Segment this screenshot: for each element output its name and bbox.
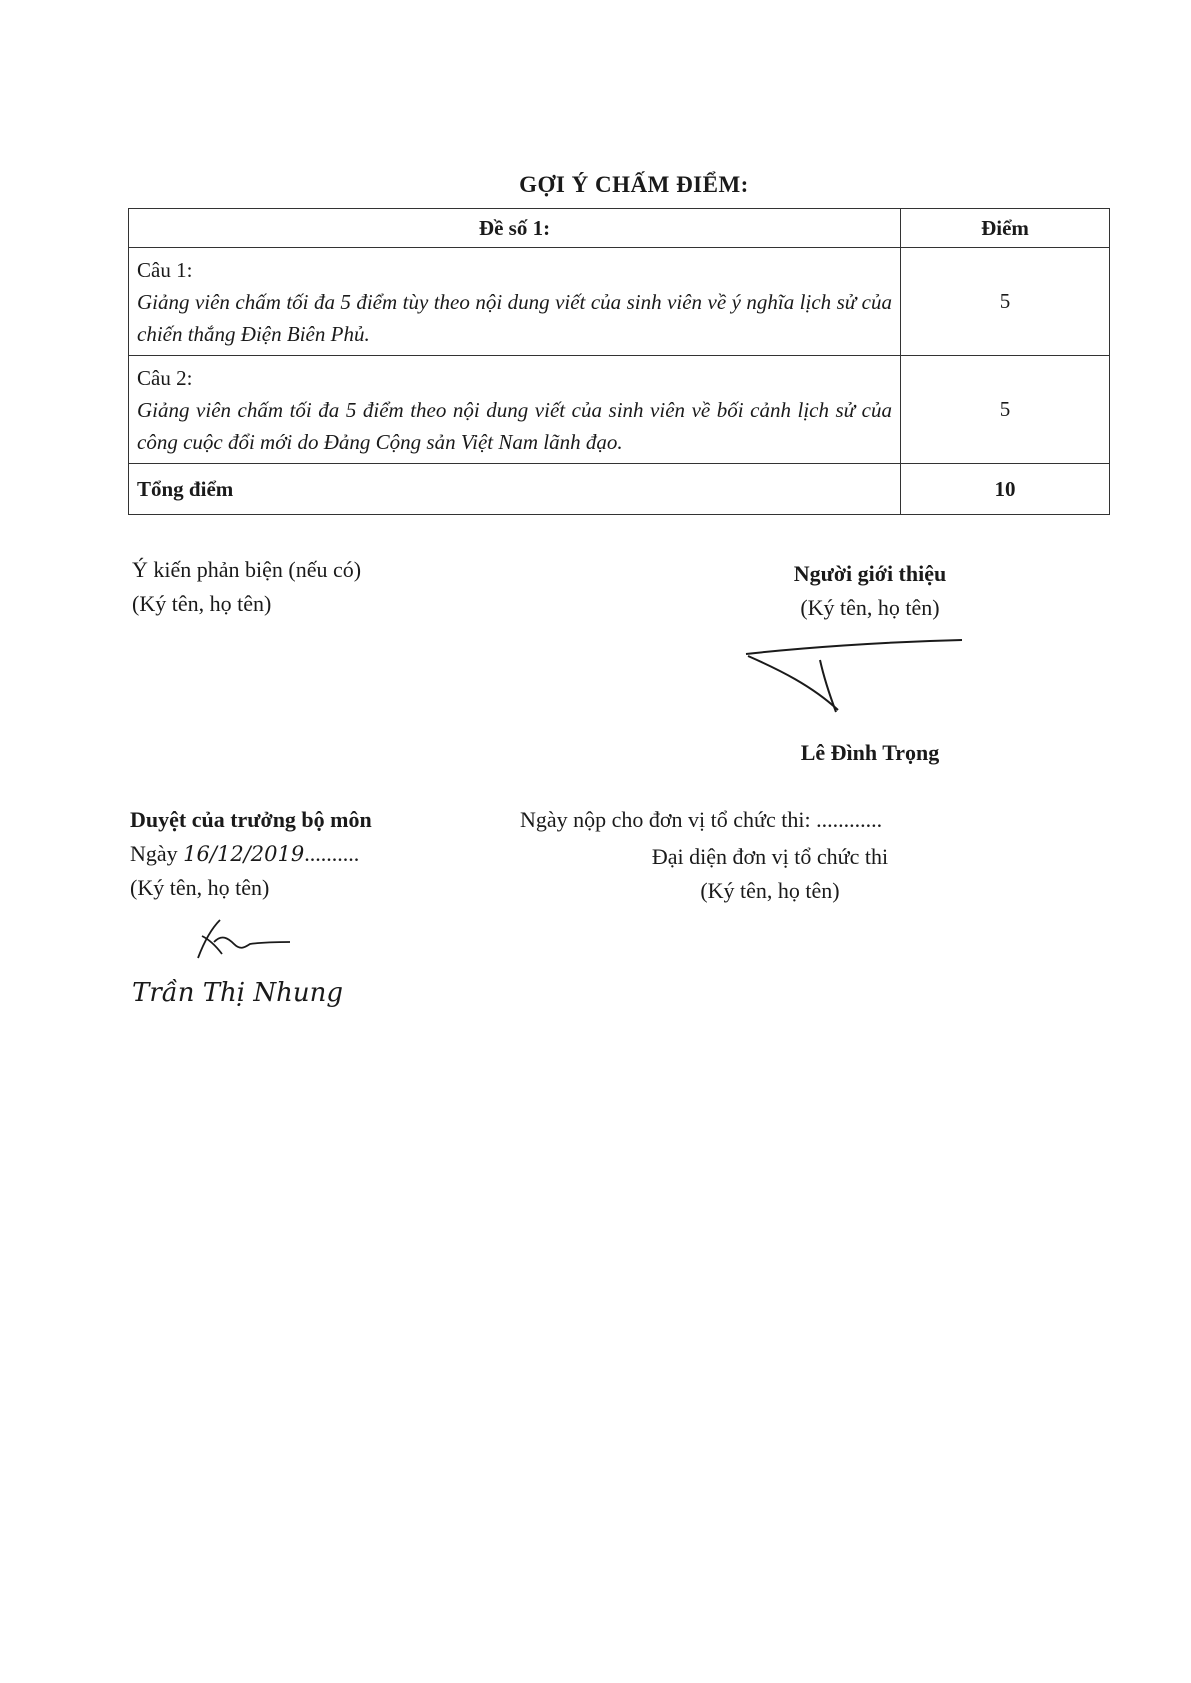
introducer-sign-note: (Ký tên, họ tên) (800, 595, 940, 620)
score-cell: 5 (901, 248, 1110, 356)
submission-block (620, 840, 920, 908)
question-text: Giảng viên chấm tối đa 5 điểm tùy theo nội dung viết của sinh viên về ý nghĩa lịch sử của chiến thắng Điện Biên Phủ. (137, 289, 892, 346)
submission-sign-note: (Ký tên, họ tên) (700, 878, 840, 903)
head-of-dept-heading: Duyệt của trưởng bộ môn (130, 807, 372, 832)
total-value: 10 (901, 464, 1110, 515)
table-row (129, 248, 1110, 356)
head-of-dept-block (130, 803, 372, 905)
reviewer-heading: Ý kiến phản biện (nếu có) (132, 557, 362, 582)
introducer-name: Lê Đình Trọng (800, 740, 940, 765)
head-signature-icon (184, 918, 294, 966)
approval-date-line (130, 837, 372, 871)
total-row (129, 464, 1110, 515)
introducer-signature-icon (740, 630, 970, 715)
header-score: Điểm (901, 209, 1110, 248)
handwritten-date: 16/12/2019 (183, 842, 305, 866)
score-cell: 5 (901, 356, 1110, 464)
date-dots: .......... (304, 841, 360, 866)
question-label: Câu 2: (137, 365, 193, 390)
header-exam: Đề số 1: (129, 209, 901, 248)
page-title: GỢI Ý CHẤM ĐIỂM: (519, 172, 749, 197)
introducer-block (720, 557, 1020, 625)
table-header-row (129, 209, 1110, 248)
head-of-dept-sign-note: (Ký tên, họ tên) (130, 875, 270, 900)
introducer-heading: Người giới thiệu (793, 561, 947, 586)
reviewer-block (132, 553, 361, 621)
submission-rep: Đại diện đơn vị tổ chức thi (651, 844, 889, 869)
date-prefix: Ngày (130, 841, 178, 866)
question-cell (129, 356, 901, 464)
submission-date-line: Ngày nộp cho đơn vị tổ chức thi: ............ (520, 807, 883, 832)
reviewer-sign-note: (Ký tên, họ tên) (132, 591, 272, 616)
table-row (129, 356, 1110, 464)
question-text: Giảng viên chấm tối đa 5 điểm theo nội dung viết của sinh viên về bối cảnh lịch sử của công cuộc đổi mới do Đảng Cộng sản Việt Nam lãnh đạo. (137, 397, 892, 454)
head-signature-name: Trần Thị Nhung (132, 978, 344, 1008)
grading-table (128, 208, 1110, 515)
question-label: Câu 1: (137, 257, 193, 282)
question-cell (129, 248, 901, 356)
total-label: Tổng điểm (129, 464, 901, 515)
